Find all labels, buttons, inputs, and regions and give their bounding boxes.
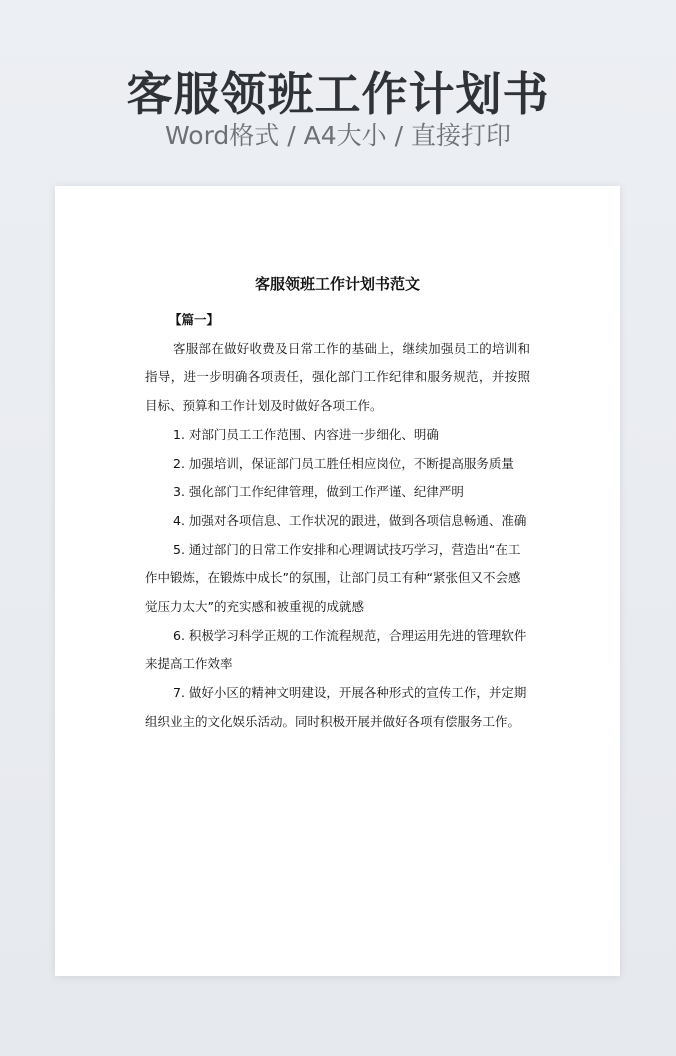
document-body (145, 306, 530, 737)
list-item: 5. 通过部门的日常工作安排和心理调试技巧学习，营造出“在工作中锻炼，在锻炼中成长”的氛围，让部门员工有种“紧张但又不会感觉压力太大”的充实感和被重视的成就感 (145, 541, 521, 615)
list-item: 1. 对部门员工工作范围、内容进一步细化、明确 (173, 426, 439, 442)
intro-paragraph: 客服部在做好收费及日常工作的基础上，继续加强员工的培训和指导，进一步明确各项责任，强化部门工作纪律和服务规范，并按照目标、预算和工作计划及时做好各项工作。 (145, 340, 530, 414)
list-item: 3. 强化部门工作纪律管理，做到工作严谨、纪律严明 (173, 484, 464, 500)
document-title: 客服领班工作计划书范文 (254, 275, 420, 293)
section-label: 【篇一】 (169, 312, 220, 327)
list-item: 2. 加强培训，保证部门员工胜任相应岗位，不断提高服务质量 (173, 455, 514, 471)
list-item: 4. 加强对各项信息、工作状况的跟进，做到各项信息畅通、准确 (173, 512, 527, 528)
list-item: 7. 做好小区的精神文明建设，开展各种形式的宣传工作，并定期组织业主的文化娱乐活动。同时积极开展并做好各项有偿服务工作。 (145, 685, 527, 729)
document-page (55, 186, 620, 976)
banner-title: 客服领班工作计划书 (126, 67, 550, 121)
list-item: 6. 积极学习科学正规的工作流程规范，合理运用先进的管理软件来提高工作效率 (145, 627, 527, 672)
banner-subtitle: Word格式 / A4大小 / 直接打印 (165, 121, 511, 150)
banner (0, 0, 676, 186)
